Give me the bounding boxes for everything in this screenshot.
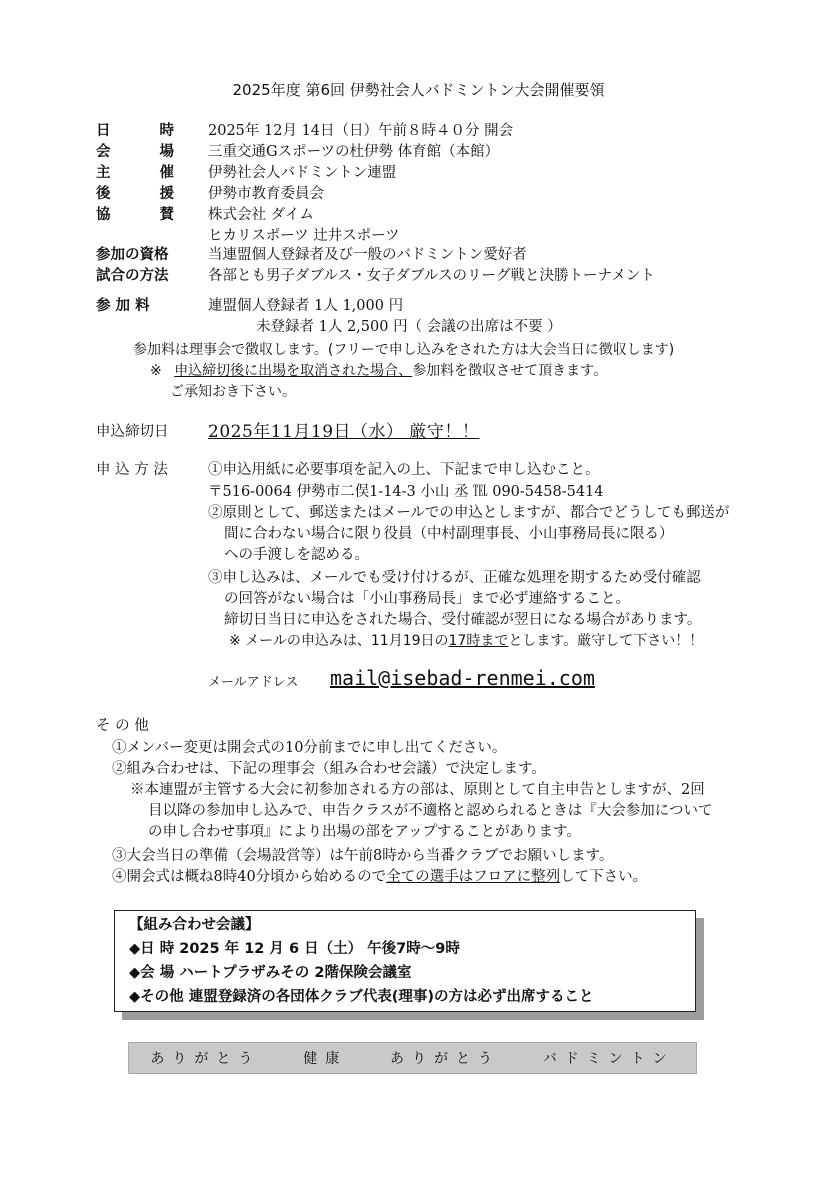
application-line: ②原則として、郵送またはメールでの申込としますが、都合でどうしても郵送が: [208, 505, 730, 521]
mail-note-pre: ※ メールの申込みは、11月19日の: [229, 633, 449, 649]
info-label: 参加の資格: [96, 247, 169, 263]
info-value: 三重交通Gスポーツの杜伊勢 体育館（本館）: [208, 144, 500, 160]
info-label-char: 時: [159, 123, 174, 139]
slogan-word: ありがとう: [390, 1051, 501, 1067]
info-label: [96, 226, 174, 246]
other-line: ①メンバー変更は開会式の10分前までに申し出てください。: [112, 740, 507, 756]
meeting-place: ◆会 場 ハートプラザみその 2階保険会議室: [129, 965, 412, 981]
application-line: ①申込用紙に必要事項を記入の上、下記まで申し込むこと。: [208, 462, 600, 478]
mail-note-post: とします。厳守して下さい！！: [508, 633, 704, 649]
info-value: 伊勢社会人バドミントン連盟: [208, 165, 397, 181]
fee-line-registered: 連盟個人登録者 1人 1,000 円: [208, 298, 404, 314]
info-label-char: 後: [96, 186, 111, 202]
mail-label: メールアドレス: [208, 675, 299, 690]
info-value: 2025年 12月 14日（日）午前８時４０分 開会: [208, 123, 514, 139]
deadline-value: 2025年11月19日（水） 厳守！！: [208, 422, 480, 442]
info-value: 伊勢市教育委員会: [208, 186, 324, 202]
fee-note-cancellation: [150, 361, 607, 381]
note-mark: ※: [150, 363, 162, 379]
info-label: 試合の方法: [96, 268, 169, 284]
mail-note-time: 17時まで: [448, 633, 509, 649]
opening-underlined: 全ての選手はフロアに整列: [386, 869, 561, 885]
opening-pre: ④開会式は概ね8時40分頃から始めるので: [112, 869, 387, 885]
meeting-date: ◆日 時 2025 年 12 月 6 日（土） 午後7時～9時: [129, 941, 460, 957]
info-label: [96, 142, 174, 162]
info-label-char: 日: [96, 123, 111, 139]
mail-deadline-note: [229, 631, 703, 651]
info-value: 当連盟個人登録者及び一般のバドミントン愛好者: [208, 247, 527, 263]
other-label: そ の 他: [96, 718, 149, 734]
info-label-char: 会: [96, 144, 111, 160]
note-cancel-underlined: 申込締切後に出場を取消された場合、: [174, 363, 413, 379]
application-line: ③申し込みは、メールでも受け付けるが、正確な処理を期するため受付確認: [208, 570, 701, 586]
fee-note-acknowledge: ご承知おき下さい。: [170, 384, 296, 400]
meeting-box: [114, 910, 696, 1012]
application-line: 間に合わない場合に限り役員（中村副理事長、小山事務局長に限る）: [224, 526, 674, 542]
info-value: ヒカリスポーツ 辻井スポーツ: [208, 228, 400, 244]
opening-post: して下さい。: [560, 869, 648, 885]
info-label-char: 賛: [159, 207, 174, 223]
info-label: [96, 121, 174, 141]
other-line: 目以降の参加申し込みで、申告クラスが不適格と認められるときは『大会参加について: [148, 803, 713, 819]
slogan-bar: [128, 1042, 697, 1074]
other-line: の申し合わせ事項』により出場の部をアップすることがあります。: [148, 824, 581, 840]
meeting-other: ◆その他 連盟登録済の各団体クラブ代表(理事)の方は必ず出席すること: [129, 989, 594, 1005]
meeting-heading: 【組み合わせ会議】: [129, 917, 260, 933]
info-value: 株式会社 ダイム: [208, 207, 314, 223]
fee-note-collection: 参加料は理事会で徴収します。(フリーで申し込みをされた方は大会当日に徴収します): [133, 342, 675, 358]
info-label: [96, 163, 174, 183]
slogan-word: 健康: [303, 1051, 348, 1067]
application-line: への手渡しを認める。: [224, 547, 369, 563]
application-line: の回答がない場合は「小山事務局長」まで必ず連絡すること。: [224, 591, 630, 607]
deadline-label: 申込締切日: [96, 424, 169, 440]
fee-label: 参 加 料: [96, 298, 150, 314]
info-value: 各部とも男子ダブルス・女子ダブルスのリーグ戦と決勝トーナメント: [208, 268, 655, 284]
info-label: [96, 184, 174, 204]
other-line: ※本連盟が主管する大会に初参加される方の部は、原則として自主申告としますが、2回: [130, 782, 705, 798]
fee-line-unregistered: 未登録者 1人 2,500 円（ 会議の出席は不要 ）: [256, 319, 562, 335]
info-label-char: 協: [96, 207, 111, 223]
document-title: 2025年度 第6回 伊勢社会人バドミントン大会開催要領: [232, 81, 605, 99]
application-label: 申 込 方 法: [96, 462, 168, 478]
slogan-word: バドミントン: [542, 1051, 675, 1067]
mail-address-link[interactable]: mail@isebad-renmei.com: [330, 666, 595, 690]
slogan-word: ありがとう: [150, 1051, 261, 1067]
info-label-char: 場: [159, 144, 174, 160]
other-note-opening: [112, 867, 647, 887]
info-label: [96, 205, 174, 225]
info-label-char: 主: [96, 165, 111, 181]
other-line: ③大会当日の準備（会場設営等）は午前8時から当番クラブでお願いします。: [112, 848, 614, 864]
note-cancel-rest: 参加料を徴収させて頂きます。: [412, 363, 608, 379]
application-line: 〒516-0064 伊勢市二俣1-14-3 小山 丞 ℡ 090-5458-5414: [208, 484, 604, 500]
info-label-char: 援: [159, 186, 174, 202]
info-label-char: 催: [159, 165, 174, 181]
application-line: 締切日当日に申込をされた場合、受付確認が翌日になる場合があります。: [224, 612, 702, 628]
other-line: ②組み合わせは、下記の理事会（組み合わせ会議）で決定します。: [112, 761, 546, 777]
